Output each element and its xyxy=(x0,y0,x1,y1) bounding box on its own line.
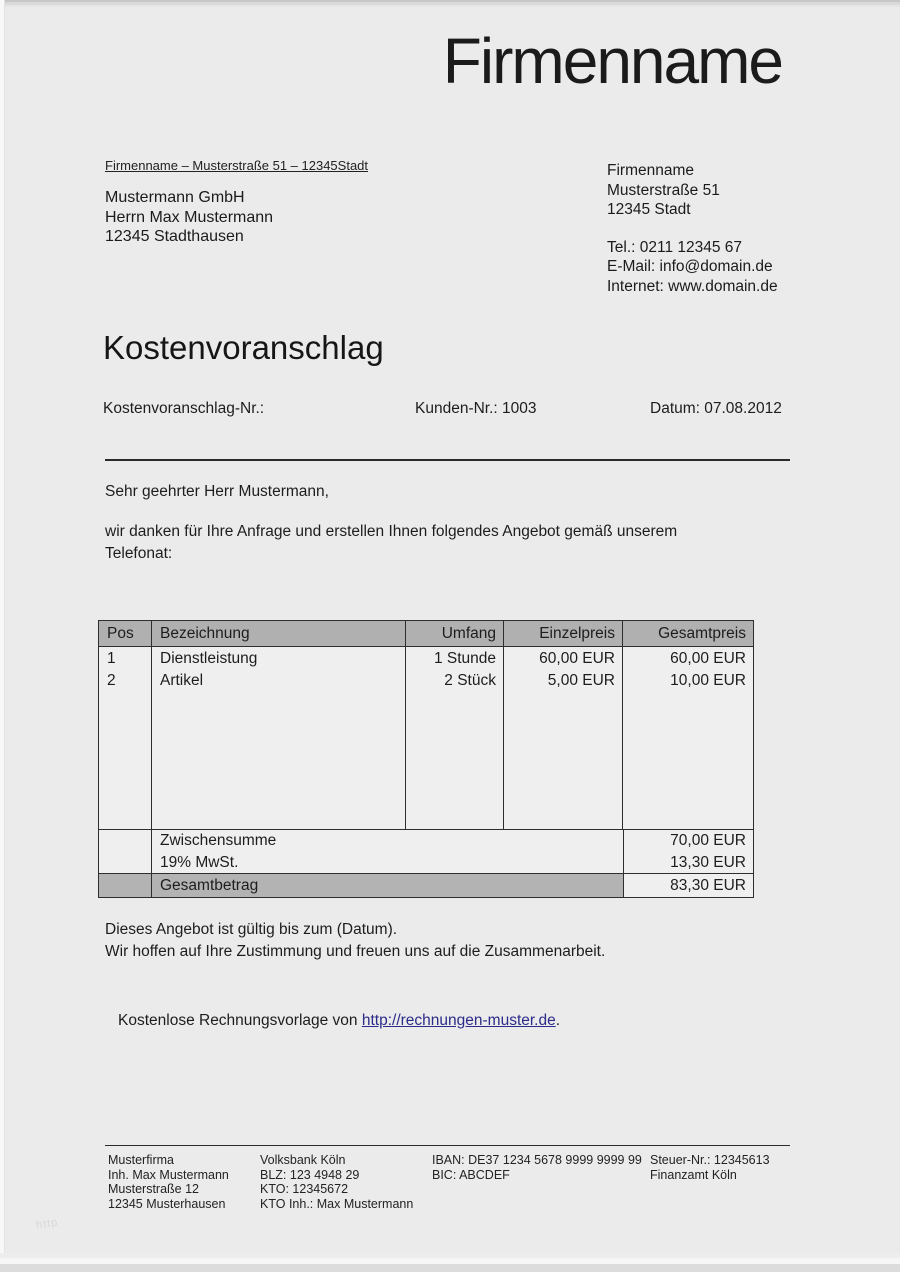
recipient-company: Mustermann GmbH xyxy=(105,189,245,206)
cooperation-line: Wir hoffen auf Ihre Zustimmung und freuen uns auf die Zusammenarbeit. xyxy=(105,942,606,960)
company-name: Firmenname xyxy=(607,162,694,179)
summary-labels xyxy=(152,830,623,873)
footer-bank-name: Volksbank Köln xyxy=(260,1153,346,1167)
footer-bank-column xyxy=(260,1153,413,1211)
table-body xyxy=(99,647,753,829)
total-pos-spacer xyxy=(99,874,152,897)
vat-amount: 13,30 EUR xyxy=(670,853,746,871)
scan-edge-top xyxy=(0,0,900,9)
company-city: 12345 Stadt xyxy=(607,201,691,218)
footer-owner: Inh. Max Mustermann xyxy=(108,1167,229,1182)
table-header-row xyxy=(99,621,753,647)
scan-edge-bottom xyxy=(0,1253,900,1272)
company-street: Musterstraße 51 xyxy=(607,181,720,199)
scan-edge-left xyxy=(0,0,5,1272)
quote-number-label: Kostenvoranschlag-Nr.: xyxy=(103,400,265,417)
header-pos: Pos xyxy=(99,621,152,646)
customer-number: Kunden-Nr.: 1003 xyxy=(415,400,537,417)
header-einzelpreis: Einzelpreis xyxy=(504,621,623,646)
closing-text xyxy=(105,919,605,962)
header-umfang: Umfang xyxy=(406,621,504,646)
item-total-price: 60,00 EUR xyxy=(670,650,746,667)
item-total-price: 10,00 EUR xyxy=(670,671,746,689)
template-credit-line xyxy=(118,1012,560,1030)
item-name: Dienstleistung xyxy=(160,650,258,667)
col-umfang xyxy=(406,647,504,829)
col-einzelpreis xyxy=(504,647,623,829)
recipient-address-block xyxy=(105,188,273,247)
item-unit-price: 5,00 EUR xyxy=(547,671,615,689)
grand-total-label: Gesamtbetrag xyxy=(152,874,623,897)
salutation: Sehr geehrter Herr Mustermann, xyxy=(105,483,329,500)
letter-body xyxy=(105,521,677,564)
footer-blz: BLZ: 123 4948 29 xyxy=(260,1167,360,1182)
document-date: Datum: 07.08.2012 xyxy=(650,400,782,417)
footer-finanzamt: Finanzamt Köln xyxy=(650,1167,737,1182)
summary-pos-spacer xyxy=(99,830,152,873)
sender-return-address: Firmenname – Musterstraße 51 – 12345Stadt xyxy=(105,158,369,173)
subtotal-label: Zwischensumme xyxy=(160,832,277,849)
validity-line: Dieses Angebot ist gültig bis zum (Datum). xyxy=(105,921,398,938)
company-info-block xyxy=(607,161,778,296)
header-divider-rule xyxy=(105,459,790,461)
subtotal-amount: 70,00 EUR xyxy=(670,832,746,849)
item-unit-price: 60,00 EUR xyxy=(539,650,615,667)
item-name: Artikel xyxy=(160,671,204,689)
footer-iban-column xyxy=(432,1153,642,1182)
letter-body-line1: wir danken für Ihre Anfrage und erstellen Ihnen folgendes Angebot gemäß unserem xyxy=(105,523,678,540)
footer-iban: IBAN: DE37 1234 5678 9999 9999 99 xyxy=(432,1153,642,1167)
recipient-city: 12345 Stadthausen xyxy=(105,228,244,245)
footer-kto-inh: KTO Inh.: Max Mustermann xyxy=(260,1196,414,1211)
footer-bic: BIC: ABCDEF xyxy=(432,1167,510,1182)
footer-company-name: Musterfirma xyxy=(108,1153,174,1167)
footer-street: Musterstraße 12 xyxy=(108,1182,200,1196)
footer-tax-column xyxy=(650,1153,770,1182)
footer-city: 12345 Musterhausen xyxy=(108,1196,226,1211)
table-summary-rows xyxy=(99,829,753,873)
footer-company-column xyxy=(108,1153,229,1211)
header-gesamtpreis: Gesamtpreis xyxy=(658,625,746,642)
document-meta-row xyxy=(0,400,900,420)
col-gesamtpreis xyxy=(623,647,753,829)
company-email: E-Mail: info@domain.de xyxy=(607,258,773,275)
footer-steuer-nr: Steuer-Nr.: 12345613 xyxy=(650,1153,770,1167)
item-qty: 1 Stunde xyxy=(433,650,496,667)
table-total-row xyxy=(99,873,753,897)
item-pos: 1 xyxy=(107,650,116,667)
rechnungen-muster-link[interactable]: http://rechnungen-muster.de xyxy=(361,1012,556,1029)
recipient-person: Herrn Max Mustermann xyxy=(105,208,274,226)
summary-amounts xyxy=(623,830,753,873)
col-bezeichnung xyxy=(152,647,406,829)
item-pos: 2 xyxy=(107,671,116,689)
grand-total-amount: 83,30 EUR xyxy=(623,874,753,897)
credit-prefix: Kostenlose Rechnungsvorlage von xyxy=(118,1012,362,1029)
vat-label: 19% MwSt. xyxy=(160,853,239,871)
company-website: Internet: www.domain.de xyxy=(607,277,778,295)
company-logo-title: Firmenname xyxy=(442,25,782,97)
quote-items-table xyxy=(98,620,754,898)
header-bezeichnung: Bezeichnung xyxy=(152,621,406,646)
letter-body-line2: Telefonat: xyxy=(105,544,173,562)
document-title: Kostenvoranschlag xyxy=(103,329,384,366)
faint-http-watermark: http xyxy=(35,1216,60,1232)
footer-kto: KTO: 12345672 xyxy=(260,1182,349,1196)
credit-suffix: . xyxy=(555,1012,561,1029)
company-phone: Tel.: 0211 12345 67 xyxy=(607,238,743,256)
col-pos xyxy=(99,647,152,829)
footer-divider-rule xyxy=(105,1145,790,1146)
item-qty: 2 Stück xyxy=(444,671,496,689)
